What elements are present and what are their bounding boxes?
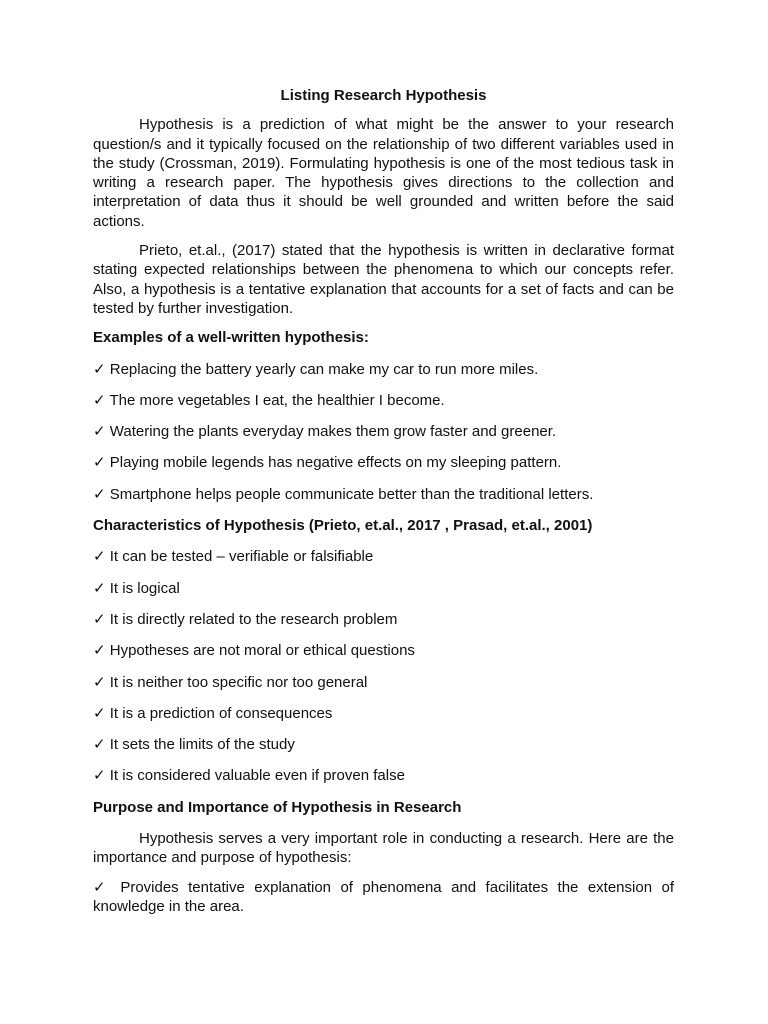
list-item-text: It is directly related to the research problem xyxy=(109,610,398,628)
definition-paragraph: Prieto, et.al., (2017) stated that the hypothesis is written in declarative format stating expected relationships between the phenomena to which our concepts refer. Also, a hypothesis is a tentative explanation that accounts for a set of facts and can be tested by further investigation. xyxy=(93,242,674,317)
characteristics-heading: Characteristics of Hypothesis (Prieto, et.al., 2017 , Prasad, et.al., 2001) xyxy=(93,517,593,535)
purpose-list xyxy=(93,878,674,917)
list-item-text: It is neither too specific nor too general xyxy=(109,673,368,691)
list-item xyxy=(93,610,674,629)
list-item-text: Replacing the battery yearly can make my car to run more miles. xyxy=(109,360,539,378)
list-item xyxy=(93,485,674,504)
check-icon: ✓ xyxy=(93,485,106,503)
list-item-text: It can be tested – verifiable or falsifiable xyxy=(109,548,374,566)
list-item-text: Watering the plants everyday makes them grow faster and greener. xyxy=(109,423,557,441)
check-icon: ✓ xyxy=(93,423,106,441)
list-item xyxy=(93,547,674,566)
check-icon: ✓ xyxy=(93,642,106,660)
list-item-text: It is a prediction of consequences xyxy=(109,704,333,722)
purpose-heading: Purpose and Importance of Hypothesis in Research xyxy=(93,798,462,816)
list-item-text: It sets the limits of the study xyxy=(109,736,295,754)
list-item xyxy=(93,422,674,441)
list-item-text: Smartphone helps people communicate better than the traditional letters. xyxy=(109,485,594,503)
check-icon: ✓ xyxy=(93,878,111,896)
check-icon: ✓ xyxy=(93,454,106,472)
list-item xyxy=(93,453,674,472)
document-title: Listing Research Hypothesis xyxy=(280,87,487,104)
list-item-text: It is considered valuable even if proven false xyxy=(109,767,405,785)
check-icon: ✓ xyxy=(93,736,106,754)
list-item xyxy=(93,878,674,917)
examples-heading: Examples of a well-written hypothesis: xyxy=(93,329,369,347)
list-item xyxy=(93,391,674,410)
list-item xyxy=(93,579,674,598)
check-icon: ✓ xyxy=(93,548,106,566)
list-item-text: It is logical xyxy=(109,579,180,597)
check-icon: ✓ xyxy=(93,673,106,691)
check-icon: ✓ xyxy=(93,579,106,597)
list-item xyxy=(93,673,674,692)
list-item-text: Hypotheses are not moral or ethical questions xyxy=(109,642,415,660)
list-item xyxy=(93,360,674,379)
characteristics-list xyxy=(93,547,674,785)
intro-paragraph: Hypothesis is a prediction of what might be the answer to your research question/s and it typically focused on the relationship of two different variables used in the study (Crossman, 2019). Formulating hypothesis is one of the most tedious task in writing a research paper. The hypothesis gives directions to the collection and interpretation of data thus it should be well grounded and written before the said actions. xyxy=(93,116,674,230)
list-item-text: The more vegetables I eat, the healthier I become. xyxy=(109,391,445,409)
check-icon: ✓ xyxy=(93,767,106,785)
check-icon: ✓ xyxy=(93,704,106,722)
list-item xyxy=(93,735,674,754)
list-item xyxy=(93,641,674,660)
list-item xyxy=(93,766,674,785)
list-item-text: Playing mobile legends has negative effects on my sleeping pattern. xyxy=(109,454,562,472)
check-icon: ✓ xyxy=(93,360,106,378)
check-icon: ✓ xyxy=(93,391,106,409)
check-icon: ✓ xyxy=(93,610,106,628)
purpose-paragraph: Hypothesis serves a very important role in conducting a research. Here are the importance and purpose of hypothesis: xyxy=(93,830,674,867)
examples-list xyxy=(93,360,674,504)
document-page xyxy=(93,86,674,928)
list-item-text: Provides tentative explanation of phenomena and facilitates the extension of knowledge in the area. xyxy=(93,878,675,915)
list-item xyxy=(93,704,674,723)
